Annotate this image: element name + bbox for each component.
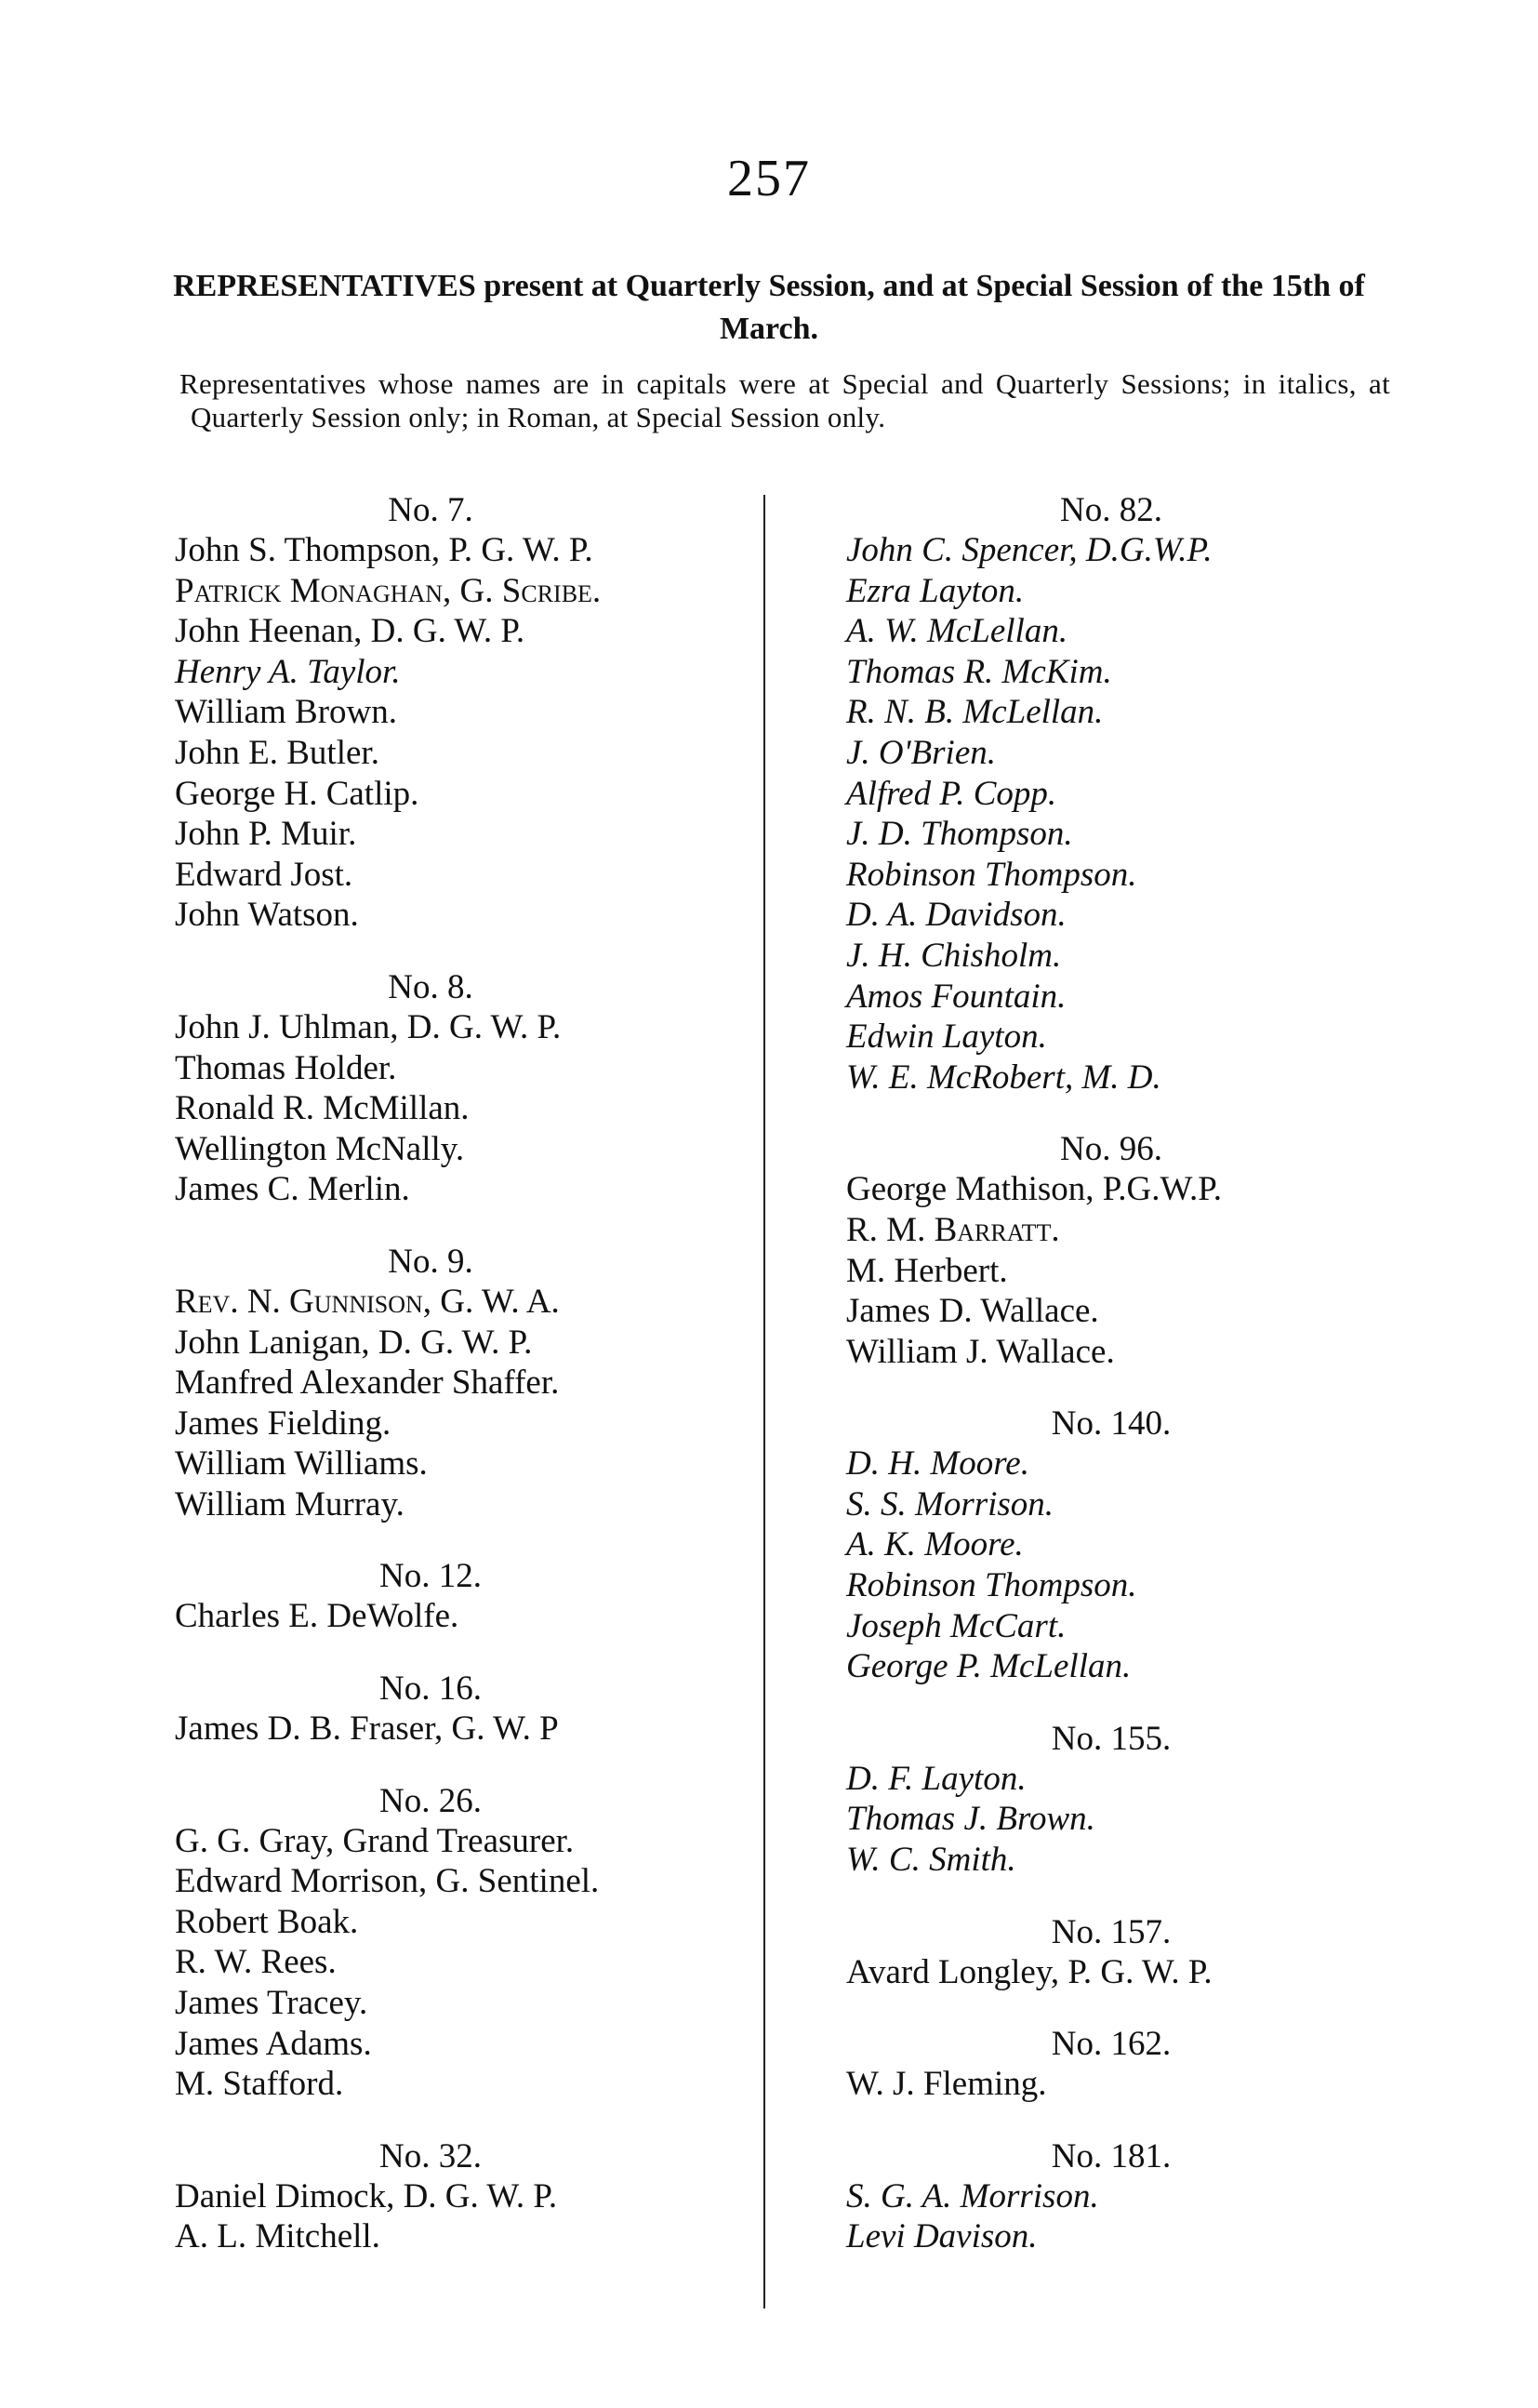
lodge-block — [175, 1781, 751, 2105]
representative-name: John Watson. — [175, 896, 359, 935]
lodge-block — [175, 1242, 751, 1525]
representative-name: M. Herbert. — [846, 1251, 1008, 1290]
representative-name: Avard Longley, P. G. W. P. — [846, 1952, 1213, 1991]
lodge-block — [846, 1912, 1423, 1993]
representative-name: Patrick Monaghan, G. Scribe. — [175, 571, 602, 610]
representative-name: G. G. Gray, Grand Treasurer. — [175, 1821, 575, 1860]
page-heading: REPRESENTATIVES present at Quarterly Session, and at Special Session of the 15th of March. — [173, 269, 1365, 346]
representative-name: James Tracey. — [175, 1984, 368, 2023]
representative-name: A. K. Moore. — [846, 1525, 1024, 1564]
representative-name: Edwin Layton. — [846, 1018, 1047, 1057]
lodge-block — [846, 1129, 1423, 1372]
lodge-number: No. 7. — [388, 491, 473, 529]
representative-name: J. O'Brien. — [846, 733, 997, 772]
representative-name: George H. Catlip. — [175, 774, 419, 813]
representative-name: Amos Fountain. — [846, 977, 1067, 1016]
representative-name: Charles E. DeWolfe. — [175, 1597, 459, 1636]
lodge-number: No. 140. — [1051, 1404, 1172, 1443]
right-column — [846, 490, 1423, 2289]
representative-name: James C. Merlin. — [175, 1170, 410, 1209]
lodge-block — [846, 2024, 1423, 2105]
lodge-number: No. 26. — [379, 1781, 482, 1820]
representative-name: Alfred P. Copp. — [846, 774, 1057, 813]
lodge-block — [175, 1556, 751, 1637]
representative-name: D. A. Davidson. — [846, 896, 1067, 935]
lodge-number: No. 155. — [1051, 1719, 1172, 1758]
representative-name: James D. Wallace. — [846, 1292, 1099, 1331]
representative-name: A. L. Mitchell. — [175, 2217, 380, 2256]
lodge-number: No. 157. — [1051, 1912, 1172, 1951]
representative-name: J. D. Thompson. — [846, 815, 1073, 854]
representative-name: James Fielding. — [175, 1404, 391, 1443]
lodge-block — [175, 1669, 751, 1749]
representative-name: William J. Wallace. — [846, 1332, 1115, 1371]
representative-name: John Lanigan, D. G. W. P. — [175, 1323, 533, 1362]
representative-name: Edward Morrison, G. Sentinel. — [175, 1862, 600, 1901]
lodge-number: No. 8. — [388, 967, 473, 1006]
representative-name: James Adams. — [175, 2024, 372, 2063]
representative-name: D. F. Layton. — [846, 1759, 1027, 1798]
representative-name: Joseph McCart. — [846, 1606, 1067, 1645]
lodge-block — [846, 1719, 1423, 1881]
left-column — [175, 490, 751, 2289]
representative-name: Levi Davison. — [846, 2217, 1038, 2256]
lodge-block — [846, 490, 1423, 1098]
representative-name: W. C. Smith. — [846, 1841, 1016, 1880]
representatives-note: Representatives whose names are in capitals were at Special and Quarterly Sessions; in italics, at Quarterly Session only; in Roman, at Special Session only. — [179, 367, 1390, 433]
representative-name: Ronald R. McMillan. — [175, 1089, 470, 1128]
representative-name: Henry A. Taylor. — [175, 652, 401, 691]
representative-name: Robinson Thompson. — [846, 855, 1137, 894]
representative-name: James D. B. Fraser, G. W. P — [175, 1710, 559, 1749]
page-number: 257 — [727, 150, 811, 207]
lodge-number: No. 162. — [1051, 2025, 1172, 2064]
representative-name: J. H. Chisholm. — [846, 936, 1062, 975]
representative-name: William Williams. — [175, 1444, 428, 1483]
representative-name: Manfred Alexander Shaffer. — [175, 1364, 560, 1403]
lodge-number: No. 12. — [379, 1557, 482, 1596]
lodge-block — [846, 2136, 1423, 2257]
representative-name: Wellington McNally. — [175, 1129, 465, 1168]
representative-name: Ezra Layton. — [846, 571, 1025, 610]
lodge-number: No. 9. — [388, 1242, 473, 1281]
representative-name: Daniel Dimock, D. G. W. P. — [175, 2176, 558, 2215]
representative-name: Rev. N. Gunnison, G. W. A. — [175, 1282, 560, 1321]
representative-name: W. J. Fleming. — [846, 2065, 1047, 2104]
representative-name: John C. Spencer, D.G.W.P. — [846, 531, 1213, 569]
representative-name: D. H. Moore. — [846, 1444, 1029, 1483]
representative-name: Robert Boak. — [175, 1902, 359, 1941]
representative-name: M. Stafford. — [175, 2065, 344, 2104]
representative-name: John Heenan, D. G. W. P. — [175, 612, 525, 651]
representative-name: W. E. McRobert, M. D. — [846, 1058, 1161, 1097]
representative-name: R. M. Barratt. — [846, 1210, 1060, 1249]
lodge-block — [846, 1404, 1423, 1687]
representative-name: Robinson Thompson. — [846, 1566, 1137, 1605]
lodge-number: No. 96. — [1060, 1130, 1162, 1169]
lodge-block — [175, 490, 751, 936]
representative-name: John E. Butler. — [175, 733, 379, 772]
column-divider — [763, 495, 765, 2308]
lodge-number: No. 16. — [379, 1670, 482, 1709]
representative-name: George Mathison, P.G.W.P. — [846, 1170, 1222, 1209]
representative-name: John P. Muir. — [175, 815, 357, 854]
lodge-number: No. 82. — [1060, 491, 1162, 529]
representative-name: S. S. Morrison. — [846, 1484, 1054, 1523]
representative-name: Edward Jost. — [175, 855, 353, 894]
representative-name: William Murray. — [175, 1484, 404, 1523]
lodge-block — [175, 967, 751, 1210]
representative-name: R. N. B. McLellan. — [846, 693, 1104, 732]
lodge-number: No. 181. — [1051, 2136, 1172, 2175]
representative-name: Thomas Holder. — [175, 1048, 397, 1087]
representative-name: John S. Thompson, P. G. W. P. — [175, 531, 593, 569]
representative-name: R. W. Rees. — [175, 1943, 337, 1982]
representative-name: George P. McLellan. — [846, 1647, 1132, 1686]
representative-name: A. W. McLellan. — [846, 612, 1068, 651]
representative-name: Thomas J. Brown. — [846, 1800, 1095, 1839]
lodge-number: No. 32. — [379, 2136, 482, 2175]
representative-name: S. G. A. Morrison. — [846, 2176, 1099, 2215]
representative-name: Thomas R. McKim. — [846, 652, 1112, 691]
lodge-block — [175, 2136, 751, 2257]
representative-name: John J. Uhlman, D. G. W. P. — [175, 1007, 562, 1046]
representative-name: William Brown. — [175, 693, 397, 732]
